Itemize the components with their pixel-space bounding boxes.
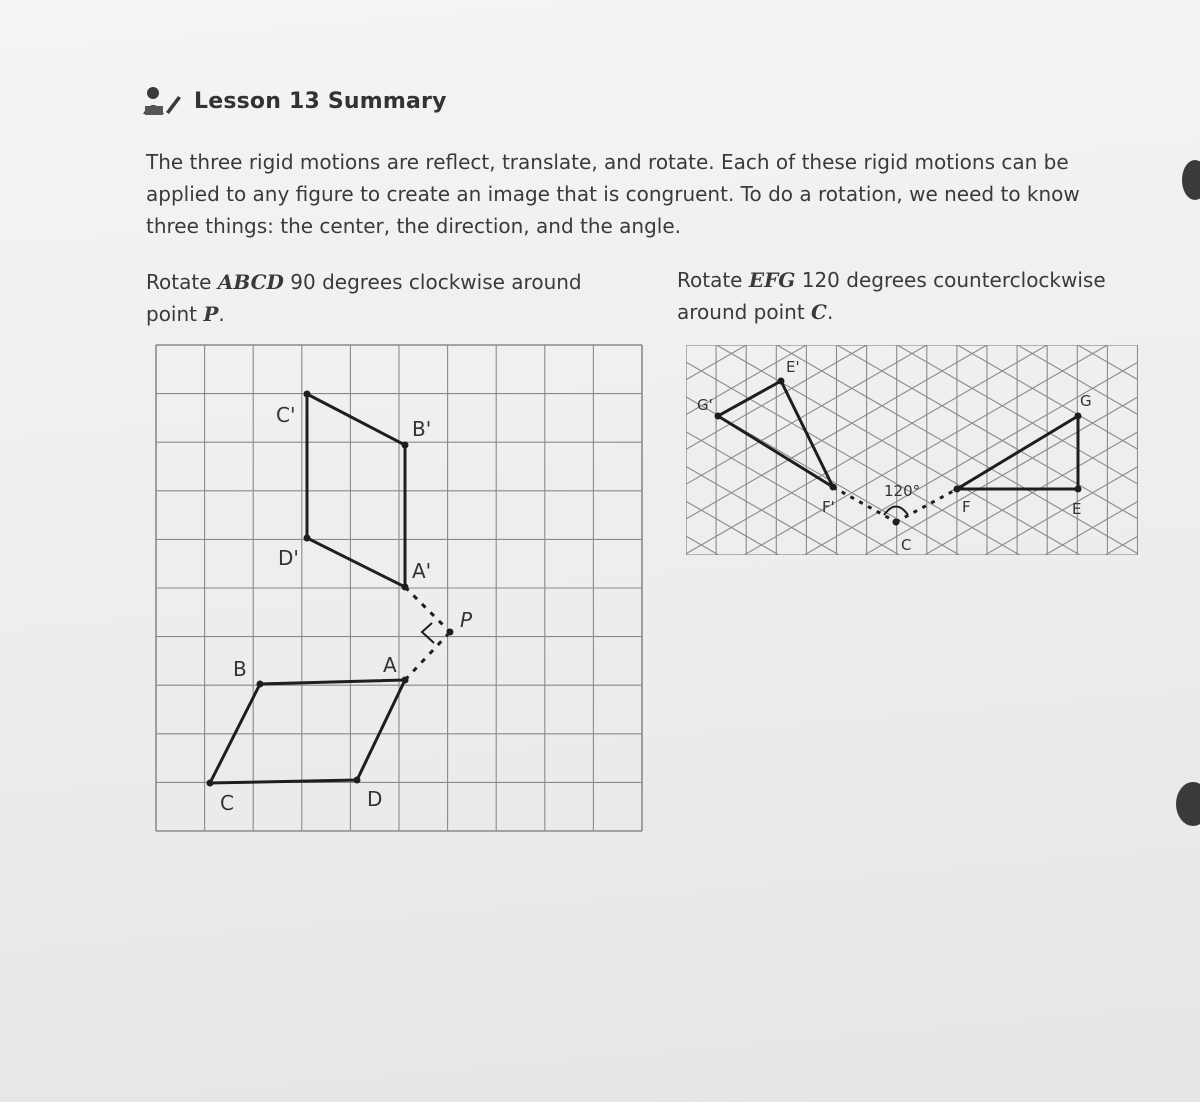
label-b: B	[233, 657, 247, 681]
center-point-name: C	[811, 300, 827, 324]
instruction-prefix: Rotate	[146, 270, 218, 294]
grid-line-diagonal-down	[686, 84, 1138, 345]
lesson-title: Lesson 13 Summary	[194, 88, 447, 114]
instruction-line2: point	[146, 302, 204, 326]
label-c: C	[220, 791, 234, 815]
figure-name: EFG	[748, 268, 796, 292]
grid-frame	[686, 345, 1138, 555]
label-p: P	[460, 608, 473, 632]
grid-line-diagonal-down	[686, 536, 1138, 797]
label-f-prime: F'	[822, 498, 835, 516]
label-e-prime: E'	[786, 358, 800, 376]
label-c-prime: C'	[276, 403, 296, 427]
summary-line-3: three things: the center, the direction, and the angle.	[146, 214, 682, 238]
label-a-prime: A'	[412, 559, 432, 583]
instruction-rest: 90 degrees clockwise around	[283, 270, 582, 294]
label-d: D	[367, 787, 383, 811]
grid-line-diagonal-up	[686, 49, 1138, 310]
grid-line-diagonal-up	[686, 119, 1138, 380]
instruction-rest: 120 degrees counterclockwise	[795, 268, 1106, 292]
label-d-prime: D'	[278, 546, 299, 570]
grid-line-diagonal-down	[686, 49, 1138, 310]
instruction-prefix: Rotate	[677, 268, 749, 292]
grid-line-diagonal-up	[686, 84, 1138, 345]
label-a: A	[383, 653, 397, 677]
label-f: F	[962, 498, 971, 516]
label-b-prime: B'	[412, 417, 432, 441]
grid-line-diagonal-down	[686, 571, 1138, 832]
image-triangle-e-f-g-prime	[718, 381, 833, 487]
label-g-prime: G'	[697, 396, 713, 414]
instruction-period: .	[218, 302, 225, 326]
figure-name: ABCD	[217, 270, 284, 294]
instruction-line2: around point	[677, 300, 812, 324]
grid-line-diagonal-down	[686, 119, 1138, 380]
grid-line-diagonal-up	[686, 571, 1138, 832]
summary-line-2: applied to any figure to create an image that is congruent. To do a rotation, we need to know	[146, 182, 1080, 206]
label-e: E	[1072, 500, 1082, 518]
angle-label-120: 120°	[884, 482, 921, 500]
instruction-period: .	[826, 300, 834, 324]
grid-line-diagonal-up	[686, 536, 1138, 797]
summary-line-1: The three rigid motions are reflect, translate, and rotate. Each of these rigid motions can be	[146, 150, 1069, 174]
center-point-name: P	[203, 302, 219, 326]
vertex-dots	[715, 378, 1082, 526]
triangle-grid-lines	[686, 49, 1138, 832]
label-g: G	[1080, 392, 1092, 410]
label-c: C	[901, 536, 912, 554]
